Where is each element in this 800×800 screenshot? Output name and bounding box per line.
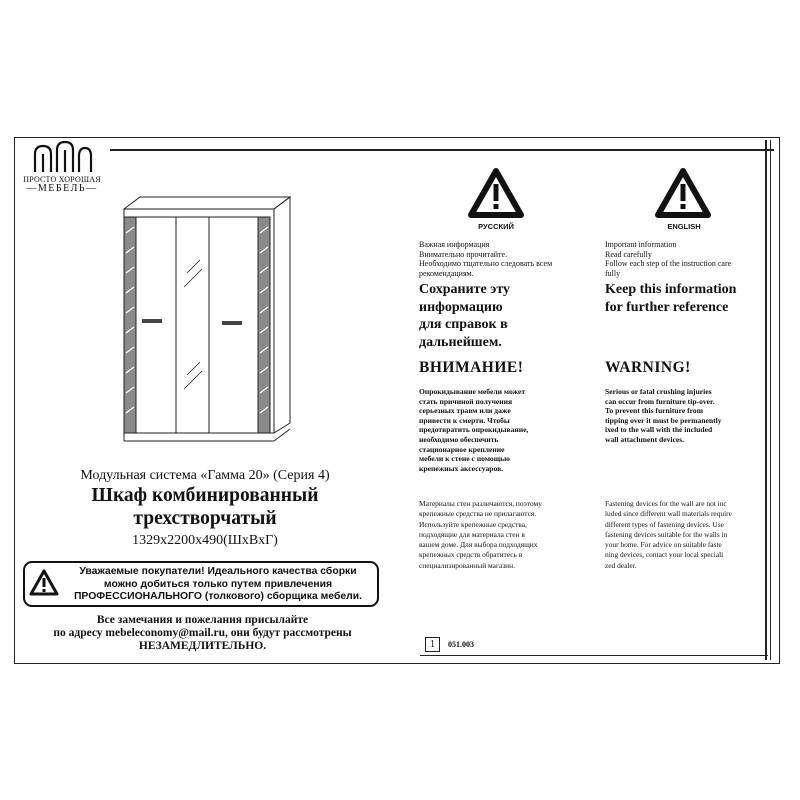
russian-intro-line: Необходимо тщательно следовать всем (419, 259, 553, 268)
russian-keep-line: информацию (419, 299, 503, 315)
english-fastening-line: Fastening devices for the wall are not inc (605, 499, 727, 508)
russian-warning-line: стационарное крепление (419, 444, 505, 454)
russian-intro-line: рекомендациям. (419, 268, 474, 278)
logo-mark-icon (31, 140, 93, 174)
russian-fastening-line: Используйте крепежные средства, (419, 519, 527, 529)
russian-keep-line: для справок в (419, 317, 508, 332)
contact-line2: по адресу mebeleconomy@mail.ru, они будут рассмотрены (53, 627, 352, 639)
frame-right-line-thin (770, 140, 771, 660)
logo-line1: ПРОСТО ХОРОШАЯ (23, 175, 101, 184)
assembly-notice (23, 561, 379, 607)
english-warning-text (605, 387, 765, 445)
english-fastening-line: different types of fastening devices. Use (605, 519, 724, 529)
right-door-handle (222, 321, 242, 325)
left-door-handle (142, 319, 162, 323)
language-label-english: ENGLISH (667, 222, 701, 231)
russian-intro-line: Важная информация (419, 240, 490, 249)
russian-keep-line: дальнейшем. (419, 334, 502, 350)
document-code: 051.003 (448, 640, 474, 649)
russian-intro-line: Внимательно прочитайте. (419, 249, 508, 259)
russian-fastening-line: специализированный магазин. (419, 560, 515, 570)
russian-warning-line: привести к смерти. Чтобы (419, 415, 510, 425)
english-warning-line: tipping over it must be permanently (605, 415, 722, 425)
english-warning-line: ixed to the wall with the included (605, 425, 713, 435)
russian-keep-line: Сохраните эту (419, 282, 511, 297)
language-label-russian: РУССКИЙ (478, 222, 514, 231)
notice-line2: можно добиться только путем привлечения (103, 578, 333, 590)
warning-triangle-icon (467, 167, 525, 219)
russian-warning-line: предотвратить опрокидывание, (419, 425, 529, 435)
english-fastening-line: zed dealer. (605, 560, 637, 570)
english-intro-line: Read carefully (605, 249, 652, 259)
english-intro-line: Follow each step of the instruction care (605, 259, 732, 268)
warning-triangle-icon (654, 167, 712, 219)
russian-fastening-line: подходящие для материала стен в (419, 529, 525, 539)
english-intro-line: fully (605, 268, 621, 278)
russian-warning-line: стать причиной получения (419, 396, 513, 406)
russian-warning-line: необходимо обеспечить (419, 434, 499, 444)
english-fastening-line: luded since different wall materials require (605, 509, 732, 519)
russian-warning-title: ВНИМАНИЕ! (419, 359, 524, 376)
english-warning-line: Serious or fatal crushing injuries (605, 387, 712, 396)
russian-fastening-line: крепежных средств обратитесь в (419, 550, 523, 560)
english-fastening-line: ning devices, contact your local speciali (605, 550, 724, 560)
english-warning-title: WARNING! (605, 359, 691, 376)
english-warning-line: To prevent this furniture from (605, 406, 704, 416)
english-warning-line: can occur from furniture tip-over. (605, 396, 715, 406)
frame-top-line (110, 149, 774, 151)
warning-triangle-icon (29, 569, 59, 596)
russian-intro (419, 240, 589, 278)
english-keep-info (605, 281, 765, 316)
english-intro (605, 240, 765, 278)
frame-right-line (765, 140, 767, 660)
russian-warning-line: крепежных аксессуаров. (419, 463, 504, 473)
frame-bottom-line (420, 655, 768, 656)
russian-fastening-text (419, 499, 594, 571)
english-intro-line: Important information (605, 240, 677, 249)
page-number: 1 (425, 637, 440, 652)
russian-fastening-line: вашем доме. Для выбора подходящих (419, 540, 538, 550)
english-fastening-text (605, 499, 765, 571)
russian-keep-info (419, 281, 594, 351)
russian-fastening-line: Материалы стен различаются, поэтому (419, 499, 542, 508)
russian-warning-line: мебели к стене с помощью (419, 454, 510, 464)
product-title-line1: Шкаф комбинированный (91, 485, 319, 506)
english-fastening-line: your home. For advice on suitable faste (605, 540, 722, 550)
english-fastening-line: fastening devices suitable for the walls in (605, 529, 728, 539)
product-title-line2: трехстворчатый (133, 508, 277, 529)
notice-line1: Уважаемые покупатели! Идеального качества сборки (79, 566, 357, 577)
english-keep-line: Keep this information (605, 282, 737, 297)
logo-line2: —МЕБЕЛЬ— (26, 183, 98, 194)
russian-warning-line: Опрокидывание мебели может (419, 387, 526, 396)
product-series: Модульная система «Гамма 20» (Серия 4) (80, 468, 330, 483)
russian-fastening-line: крепежные средства не прилагаются. (419, 509, 537, 519)
contact-line1: Все замечания и пожелания присылайте (96, 614, 309, 626)
russian-warning-text (419, 387, 594, 473)
wardrobe-drawing (112, 193, 302, 455)
brand-logo (22, 140, 102, 194)
notice-line3: ПРОФЕССИОНАЛЬНОГО (толкового) сборщика мебели. (73, 591, 363, 602)
russian-warning-line: серьезных травм или даже (419, 406, 511, 416)
product-dimensions: 1329x2200x490(ШхВхГ) (132, 533, 278, 548)
english-keep-line: for further reference (605, 299, 729, 315)
contact-info (30, 614, 375, 653)
english-warning-line: wall attachment devices. (605, 434, 685, 444)
contact-line3: НЕЗАМЕДЛИТЕЛЬНО. (138, 640, 267, 652)
